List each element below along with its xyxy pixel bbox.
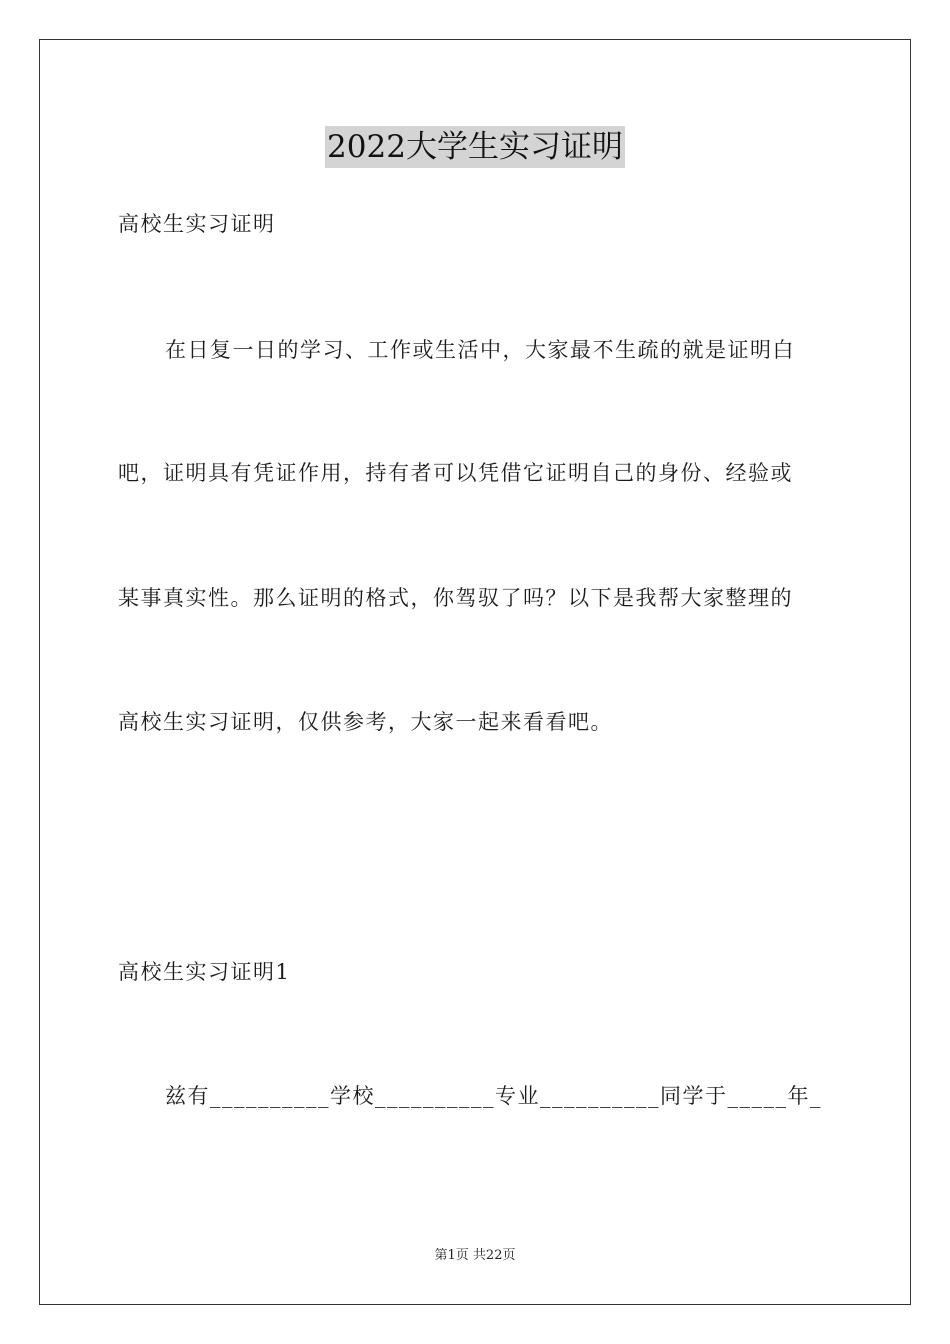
paragraph-line-3: 某事真实性。那么证明的格式，你驾驭了吗？以下是我帮大家整理的: [118, 586, 793, 610]
form-line: 兹有__________学校__________专业__________同学于_____年_: [165, 1084, 822, 1108]
section-heading: 高校生实习证明: [118, 212, 276, 236]
paragraph-line-2: 吧，证明具有凭证作用，持有者可以凭借它证明自己的身份、经验或: [118, 461, 793, 485]
document-title: 2022大学生实习证明: [325, 126, 625, 168]
subsection-heading: 高校生实习证明1: [118, 960, 291, 984]
paragraph-line-1: 在日复一日的学习、工作或生活中，大家最不生疏的就是证明白: [165, 338, 795, 362]
document-title-container: [0, 126, 950, 168]
page-footer: 第1页 共22页: [434, 1248, 516, 1263]
paragraph-line-4: 高校生实习证明，仅供参考，大家一起来看看吧。: [118, 710, 613, 734]
